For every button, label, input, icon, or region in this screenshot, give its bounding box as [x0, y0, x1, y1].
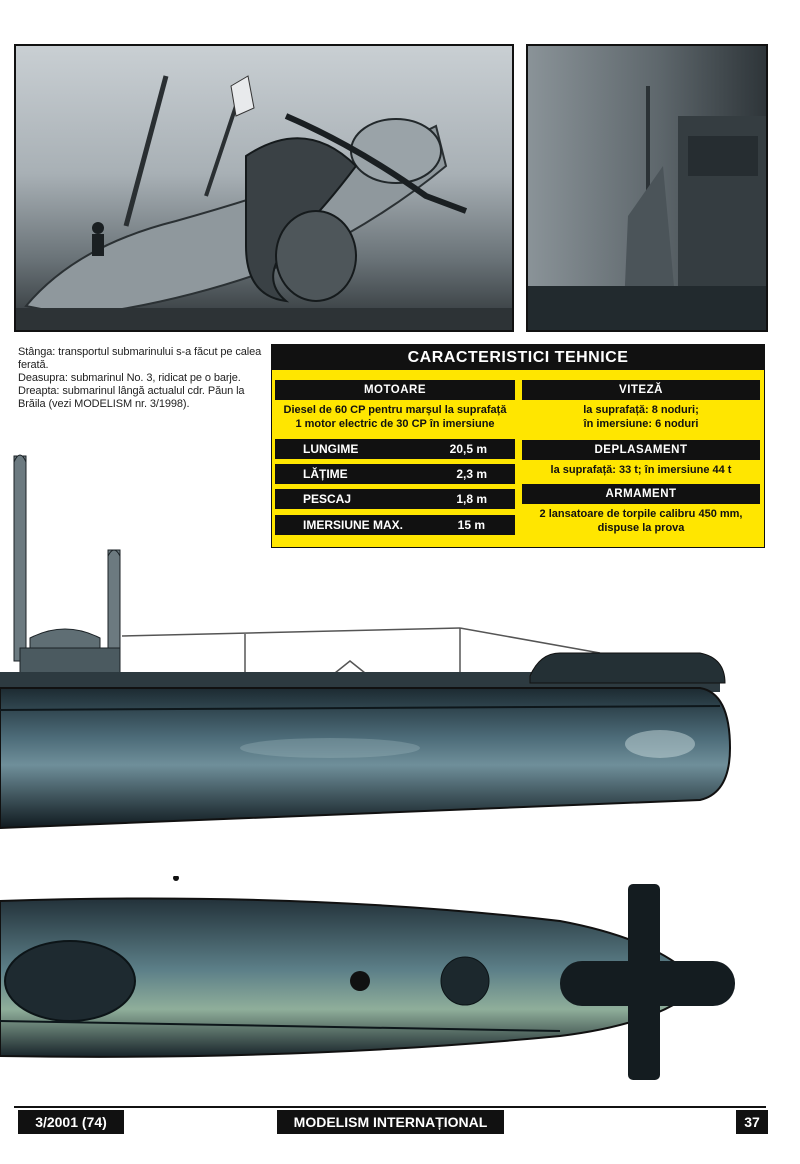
viteza-header: VITEZĂ: [522, 380, 760, 400]
photo-submarine-on-rail: [14, 44, 514, 332]
viteza-line1: la suprafață: 8 noduri;: [583, 404, 699, 416]
spec-label: PESCAJ: [303, 492, 352, 506]
armament-header: ARMAMENT: [522, 484, 760, 504]
specs-title: CARACTERISTICI TEHNICE: [272, 345, 764, 370]
magazine-name: MODELISM INTERNAȚIONAL: [277, 1110, 504, 1134]
spec-value: 15 m: [457, 518, 485, 532]
submarine-side-view: [0, 448, 800, 848]
motoare-line2: 1 motor electric de 30 CP în imersiune: [295, 418, 495, 430]
page-number: 37: [736, 1110, 768, 1134]
spec-value: 20,5 m: [449, 442, 487, 456]
deplasament-line1: la suprafață: 33 t; în imersiune 44 t: [550, 464, 732, 476]
caption-right: Dreapta: submarinul lângă actualul cdr. Păun la Brăila (vezi MODELISM nr. 3/1998).: [18, 385, 245, 410]
submarine-rail-photo-drawing: [16, 46, 512, 330]
issue-number: 3/2001 (74): [18, 1110, 124, 1134]
viteza-line2: în imersiune: 6 noduri: [583, 418, 699, 430]
armament-line2: dispuse la prova: [597, 522, 685, 534]
photo-caption: [18, 346, 263, 411]
caption-above: Deasupra: submarinul No. 3, ridicat pe o barje.: [18, 372, 241, 384]
submarine-top-view: [0, 876, 800, 1086]
photo-submarine-at-dock: [526, 44, 768, 332]
spec-label: LĂȚIME: [303, 467, 348, 481]
footer-rule: [14, 1106, 766, 1108]
motoare-header: MOTOARE: [275, 380, 515, 400]
spec-label: IMERSIUNE MAX.: [303, 518, 404, 532]
spec-label: LUNGIME: [303, 442, 359, 456]
caption-left: Stânga: transportul submarinului s-a făcut pe calea ferată.: [18, 346, 262, 371]
submarine-dock-photo-drawing: [528, 46, 766, 330]
spec-value: 2,3 m: [456, 467, 487, 481]
spec-value: 1,8 m: [456, 492, 487, 506]
deplasament-header: DEPLASAMENT: [522, 440, 760, 460]
armament-line1: 2 lansatoare de torpile calibru 450 mm,: [539, 508, 743, 520]
motoare-line1: Diesel de 60 CP pentru marșul la suprafață: [283, 404, 507, 416]
